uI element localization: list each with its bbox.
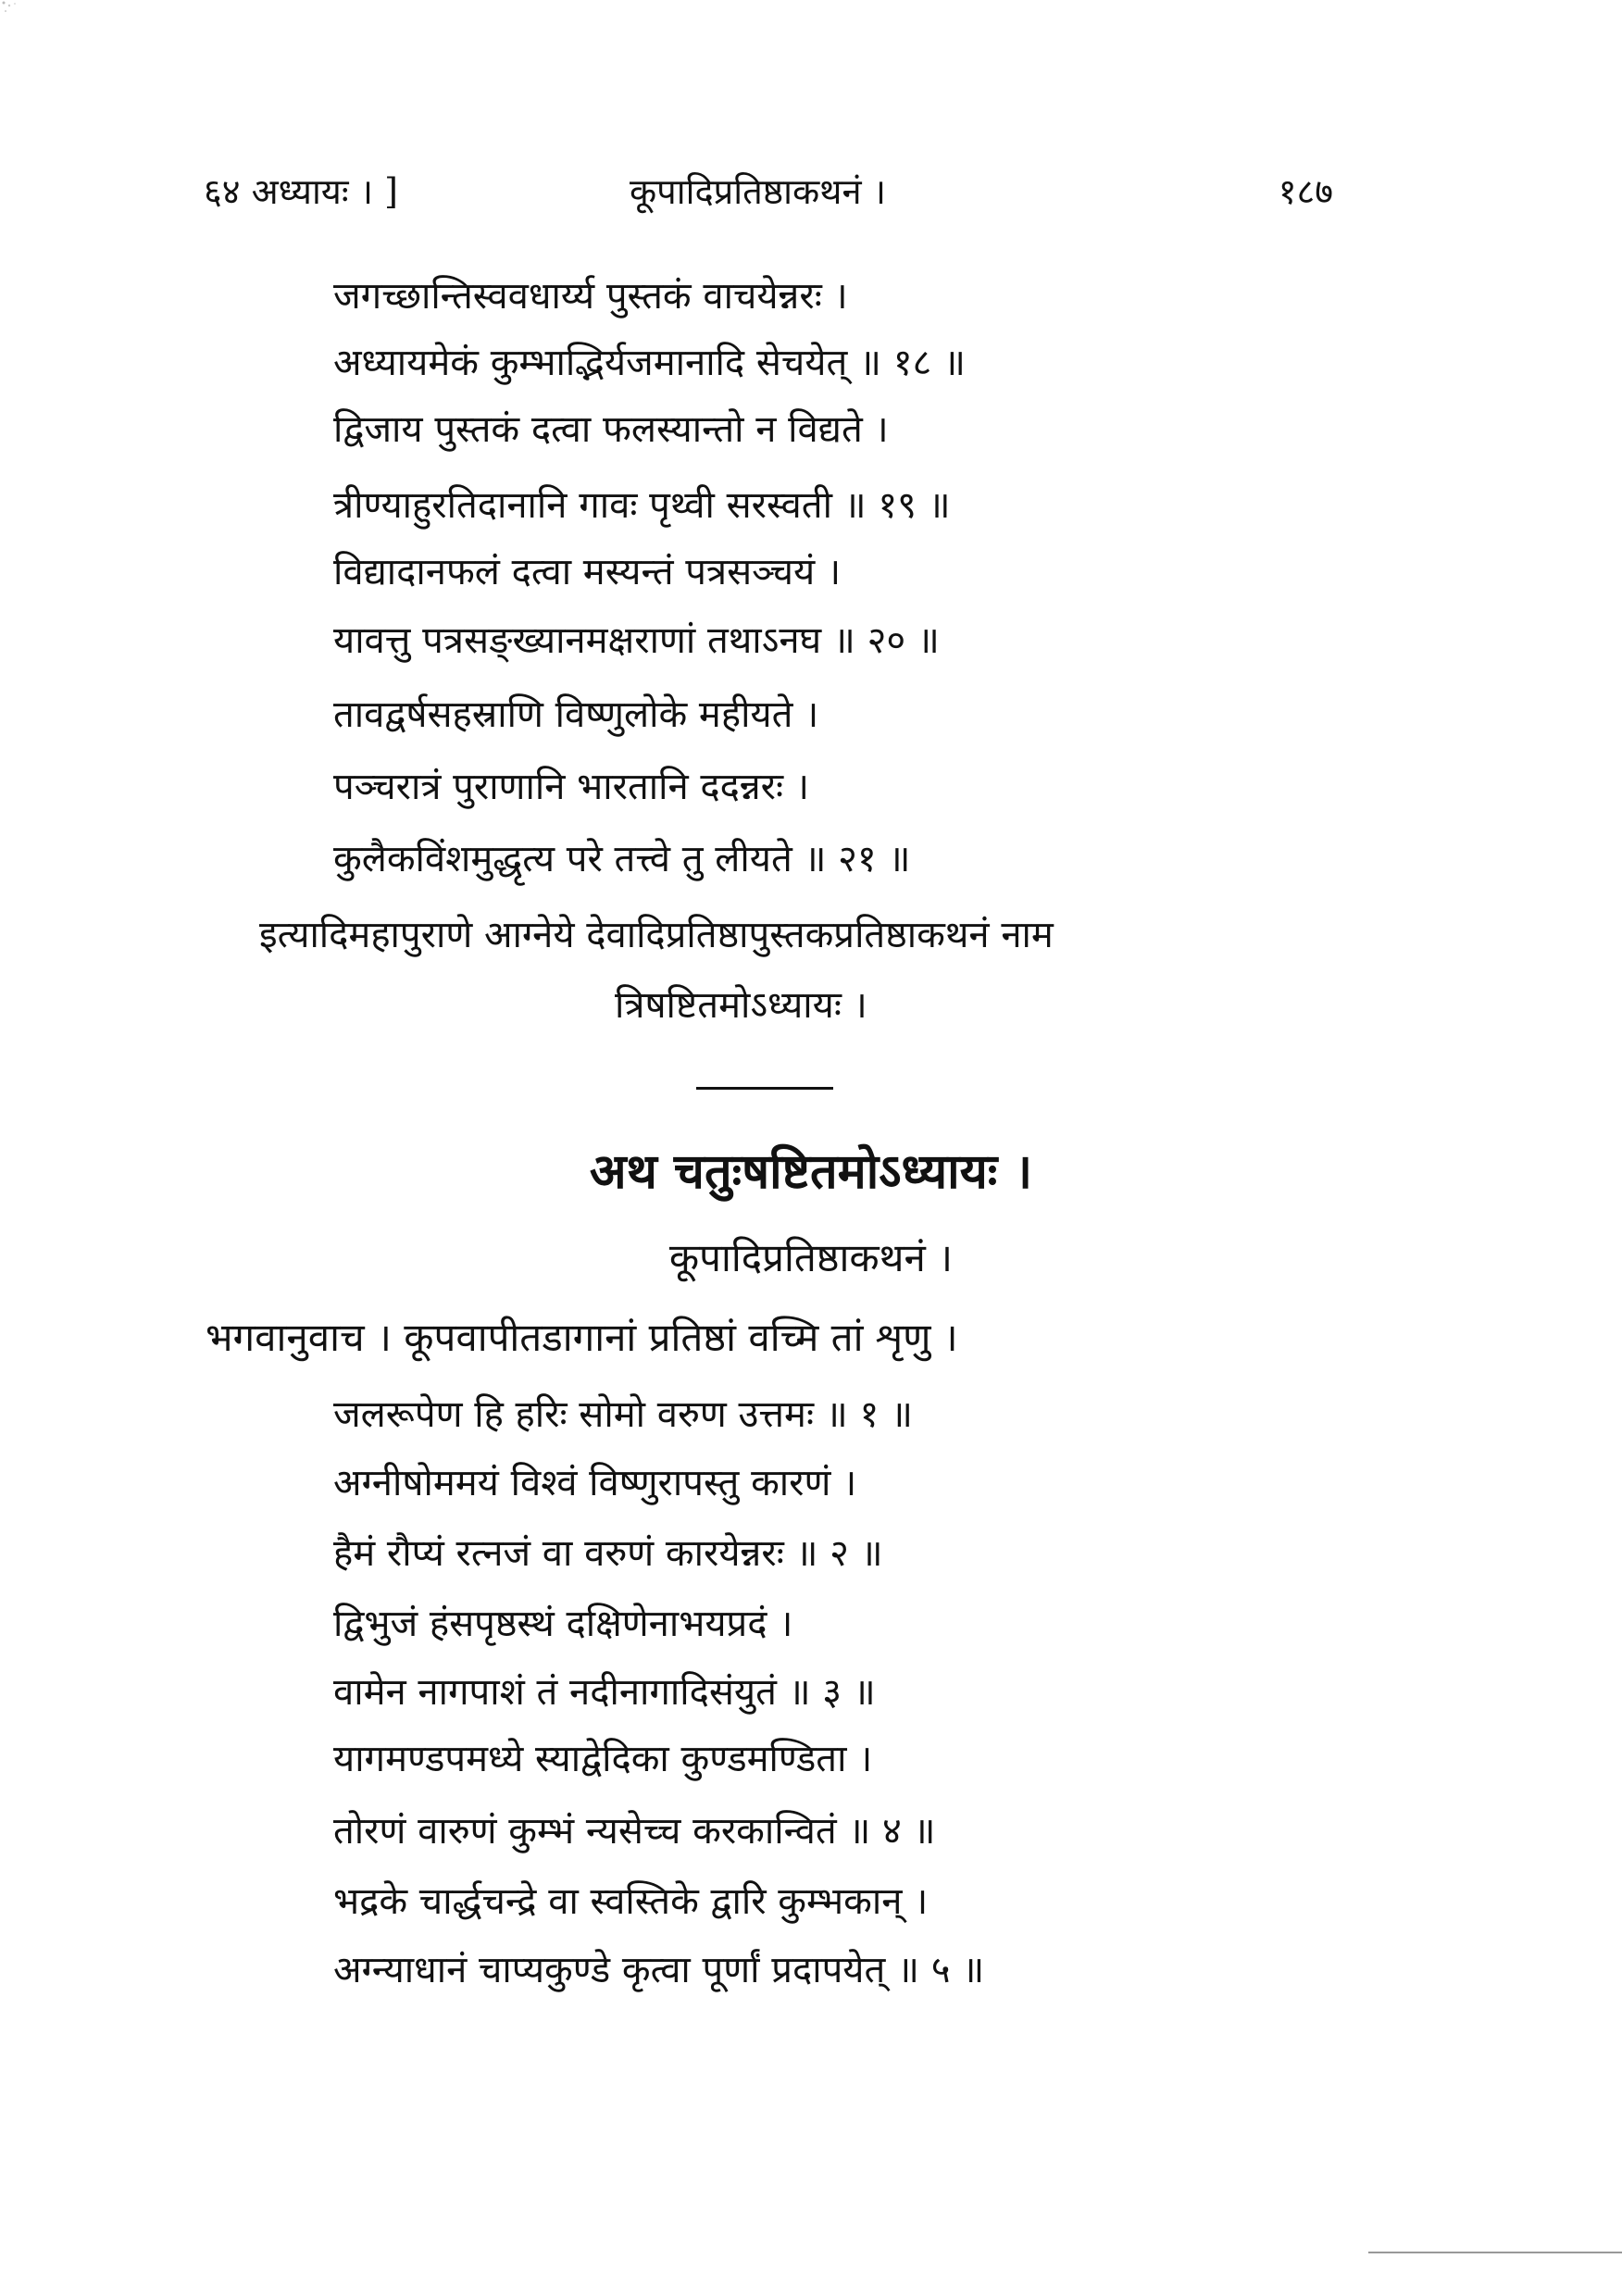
colophon-line-2: त्रिषष्टितमोऽध्यायः । bbox=[615, 984, 867, 1027]
verse-line: कुलैकविंशमुद्धृत्य परे तत्त्वे तु लीयते ॥ २१ ॥ bbox=[333, 838, 911, 880]
scan-edge-line bbox=[1368, 2252, 1622, 2253]
verse-line: यागमण्डपमध्ये स्याद्वेदिका कुण्डमण्डिता । bbox=[333, 1738, 873, 1780]
verse-line: तोरणं वारुणं कुम्भं न्यसेच्च करकान्वितं ॥ ४ ॥ bbox=[333, 1810, 936, 1853]
section-divider bbox=[696, 1087, 833, 1090]
chapter-subtitle: कूपादिप्रतिष्ठाकथनं । bbox=[668, 1235, 954, 1280]
running-header bbox=[204, 167, 1333, 222]
verse-line: जगच्छान्तिस्ववधार्य्य पुस्तकं वाचयेन्नरः । bbox=[333, 275, 848, 318]
header-chapter-ref: ६४ अध्यायः । ] bbox=[204, 171, 398, 212]
page-number: १८७ bbox=[1278, 171, 1333, 212]
verse-line: भद्रके चार्द्धचन्द्रे वा स्वस्तिके द्वारि कुम्भकान् । bbox=[333, 1880, 929, 1923]
verse-line: विद्यादानफलं दत्वा मस्यन्तं पत्रसञ्चयं । bbox=[333, 551, 842, 593]
verse-line: जलरूपेण हि हरिः सोमो वरुण उत्तमः ॥ १ ॥ bbox=[333, 1393, 913, 1436]
verse-line: तावद्वर्षसहस्राणि विष्णुलोके महीयते । bbox=[333, 693, 819, 736]
verse-line: अध्यायमेकं कुम्भाद्भिर्यजमानादि सेचयेत् ॥ १८ ॥ bbox=[333, 342, 966, 384]
verse-line: अग्नीषोममयं विश्वं विष्णुरापस्तु कारणं । bbox=[333, 1462, 857, 1504]
verse-line: द्विभुजं हंसपृष्ठस्थं दक्षिणेनाभयप्रदं । bbox=[333, 1603, 793, 1645]
verse-line: यावत्तु पत्रसङ्ख्यानमक्षराणां तथाऽनघ ॥ २० ॥ bbox=[333, 619, 940, 662]
corner-speck bbox=[0, 0, 28, 22]
header-title: कूपादिप्रतिष्ठाकथनं । bbox=[630, 171, 887, 212]
colophon-line-1: इत्यादिमहापुराणे आग्नेये देवादिप्रतिष्ठापुस्तकप्रतिष्ठाकथनं नाम bbox=[259, 914, 1054, 956]
speaker-line: भगवानुवाच । कूपवापीतडागानां प्रतिष्ठां वच्मि तां शृणु । bbox=[206, 1315, 958, 1360]
verse-line: त्रीण्याहुरतिदानानि गावः पृथ्वी सरस्वती ॥ १९ ॥ bbox=[333, 484, 951, 527]
chapter-title: अथ चतुःषष्टितमोऽध्यायः । bbox=[589, 1143, 1033, 1200]
verse-line: द्विजाय पुस्तकं दत्वा फलस्यान्तो न विद्यते । bbox=[333, 408, 889, 451]
verse-line: अग्न्याधानं चाप्यकुण्डे कृत्वा पूर्णां प्रदापयेत् ॥ ५ ॥ bbox=[333, 1949, 985, 1991]
verse-line: पञ्चरात्रं पुराणानि भारतानि ददन्नरः । bbox=[333, 766, 809, 808]
verse-line: वामेन नागपाशं तं नदीनागादिसंयुतं ॥ ३ ॥ bbox=[333, 1671, 876, 1714]
verse-line: हैमं रौप्यं रत्नजं वा वरुणं कारयेन्नरः ॥ २ ॥ bbox=[333, 1532, 883, 1575]
